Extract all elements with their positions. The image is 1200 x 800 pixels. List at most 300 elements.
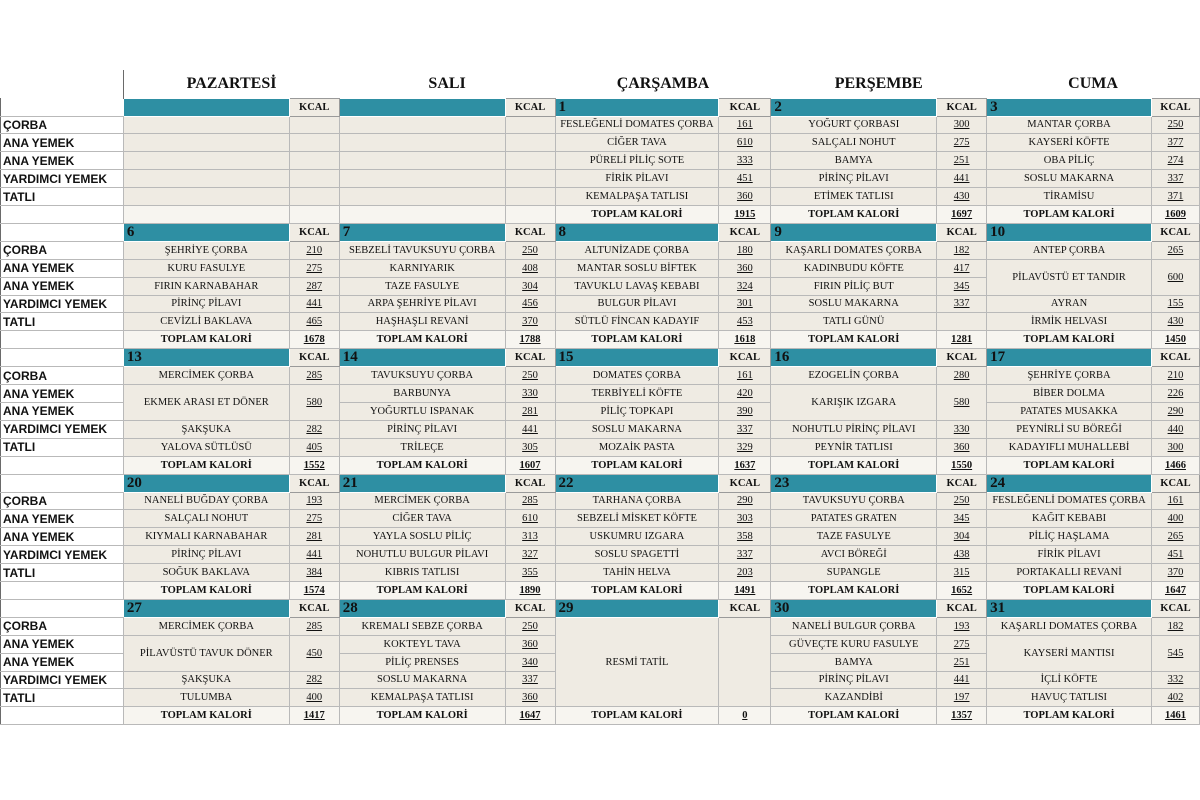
kcal-header: KCAL: [505, 599, 555, 617]
kcal-value: 161: [719, 367, 771, 385]
kcal-value: 390: [719, 402, 771, 420]
dish-name: NOHUTLU PİRİNÇ PİLAVI: [771, 420, 937, 438]
date-number: 9: [771, 223, 937, 241]
corner-cell: [1, 70, 124, 98]
dish-name: YALOVA SÜTLÜSÜ: [123, 438, 289, 456]
dish-name: TAHİN HELVA: [555, 564, 719, 582]
dish-name: MERCİMEK ÇORBA: [339, 492, 505, 510]
kcal-value: 275: [289, 259, 339, 277]
kcal-value: 370: [1151, 564, 1199, 582]
date-number: 15: [555, 349, 719, 367]
kcal-value: 440: [1151, 420, 1199, 438]
total-value: 1466: [1151, 456, 1199, 474]
dish-name: BAMYA: [771, 653, 937, 671]
dish-name: İRMİK HELVASI: [987, 313, 1152, 331]
kcal-header: KCAL: [1151, 349, 1199, 367]
dish-name: TAVUKLU LAVAŞ KEBABI: [555, 277, 719, 295]
dish-name: KAYSERİ KÖFTE: [987, 134, 1152, 152]
dish-name: NANELİ BUĞDAY ÇORBA: [123, 492, 289, 510]
dish-name: PATATES MUSAKKA: [987, 402, 1152, 420]
total-label: TOPLAM KALORİ: [339, 456, 505, 474]
dish-name: EKMEK ARASI ET DÖNER: [123, 385, 289, 421]
dish-name: SOSLU MAKARNA: [987, 170, 1152, 188]
dish-name: EZOGELİN ÇORBA: [771, 367, 937, 385]
kcal-value: 456: [505, 295, 555, 313]
kcal-header: KCAL: [289, 223, 339, 241]
row-label: TATLI: [1, 438, 124, 456]
kcal-value: 193: [289, 492, 339, 510]
kcal-value: 580: [289, 385, 339, 421]
date-number: 29: [555, 599, 719, 617]
dish-name: BİBER DOLMA: [987, 385, 1152, 403]
menu-row: [1, 116, 1200, 134]
kcal-value: 337: [505, 671, 555, 689]
kcal-value: 290: [719, 492, 771, 510]
kcal-value: [505, 116, 555, 134]
total-label: TOPLAM KALORİ: [987, 331, 1152, 349]
kcal-value: 210: [289, 241, 339, 259]
total-label: TOPLAM KALORİ: [771, 581, 937, 599]
week-header-row: [1, 349, 1200, 367]
dish-name: ALTUNİZADE ÇORBA: [555, 241, 719, 259]
kcal-value: 251: [937, 152, 987, 170]
dish-name: KAŞARLI DOMATES ÇORBA: [771, 241, 937, 259]
kcal-header: KCAL: [937, 599, 987, 617]
menu-row: [1, 385, 1200, 403]
total-label: TOPLAM KALORİ: [123, 456, 289, 474]
kcal-value: 324: [719, 277, 771, 295]
date-number: 8: [555, 223, 719, 241]
row-label: ANA YEMEK: [1, 402, 124, 420]
kcal-header: KCAL: [719, 474, 771, 492]
row-label: ÇORBA: [1, 367, 124, 385]
kcal-header: KCAL: [505, 474, 555, 492]
row-label: YARDIMCI YEMEK: [1, 295, 124, 313]
weekly-menu-table: [0, 70, 1200, 725]
total-row: [1, 331, 1200, 349]
kcal-value: 438: [937, 546, 987, 564]
dish-name: KEMALPAŞA TATLISI: [339, 689, 505, 707]
kcal-value: 329: [719, 438, 771, 456]
dish-name: [123, 188, 289, 206]
kcal-value: 251: [937, 653, 987, 671]
kcal-value: 333: [719, 152, 771, 170]
dish-name: TAZE FASULYE: [771, 528, 937, 546]
kcal-value: 182: [937, 241, 987, 259]
dish-name: SOSLU MAKARNA: [339, 671, 505, 689]
date-number: 3: [987, 98, 1152, 116]
kcal-value: 337: [1151, 170, 1199, 188]
kcal-header: KCAL: [719, 349, 771, 367]
row-label: YARDIMCI YEMEK: [1, 420, 124, 438]
kcal-value: 360: [505, 689, 555, 707]
total-value: 1647: [1151, 581, 1199, 599]
total-value: 1281: [937, 331, 987, 349]
date-number: [339, 98, 505, 116]
kcal-value: 441: [289, 295, 339, 313]
dish-name: PÜRELİ PİLİÇ SOTE: [555, 152, 719, 170]
total-value: 1697: [937, 205, 987, 223]
kcal-value: [505, 170, 555, 188]
dish-name: NANELİ BULGUR ÇORBA: [771, 617, 937, 635]
total-label: TOPLAM KALORİ: [771, 456, 937, 474]
kcal-value: 304: [937, 528, 987, 546]
week-header-row: [1, 474, 1200, 492]
kcal-value: [289, 170, 339, 188]
total-label: [339, 205, 505, 223]
dish-name: SUPANGLE: [771, 564, 937, 582]
kcal-value: [719, 617, 771, 706]
kcal-value: 275: [937, 635, 987, 653]
kcal-value: 290: [1151, 402, 1199, 420]
dish-name: SALÇALI NOHUT: [123, 510, 289, 528]
row-label-blank: [1, 349, 124, 367]
row-label: ANA YEMEK: [1, 510, 124, 528]
dish-name: İÇLİ KÖFTE: [987, 671, 1152, 689]
dish-name: TARHANA ÇORBA: [555, 492, 719, 510]
row-label: YARDIMCI YEMEK: [1, 671, 124, 689]
dish-name: ŞEHRİYE ÇORBA: [987, 367, 1152, 385]
menu-row: [1, 170, 1200, 188]
total-label: TOPLAM KALORİ: [555, 331, 719, 349]
kcal-header: KCAL: [937, 223, 987, 241]
kcal-value: 193: [937, 617, 987, 635]
date-number: 23: [771, 474, 937, 492]
kcal-value: 300: [937, 116, 987, 134]
day-name: PAZARTESİ: [123, 70, 339, 98]
dish-name: [339, 188, 505, 206]
week-header-row: [1, 599, 1200, 617]
dish-name: AYRAN: [987, 295, 1152, 313]
kcal-value: 451: [1151, 546, 1199, 564]
dish-name: PİRİNÇ PİLAVI: [123, 295, 289, 313]
kcal-value: 330: [937, 420, 987, 438]
dish-name: TERBİYELİ KÖFTE: [555, 385, 719, 403]
kcal-value: [505, 134, 555, 152]
dish-name: TRİLEÇE: [339, 438, 505, 456]
row-label-blank: [1, 98, 124, 116]
kcal-header: KCAL: [289, 474, 339, 492]
kcal-value: 315: [937, 564, 987, 582]
menu-row: [1, 367, 1200, 385]
kcal-value: 441: [937, 671, 987, 689]
week-header-row: [1, 223, 1200, 241]
kcal-value: 430: [937, 188, 987, 206]
row-label: TATLI: [1, 689, 124, 707]
dish-name: [123, 170, 289, 188]
dish-name: KAŞARLI DOMATES ÇORBA: [987, 617, 1152, 635]
total-label: TOPLAM KALORİ: [771, 331, 937, 349]
menu-row: [1, 241, 1200, 259]
dish-name: PİLİÇ PRENSES: [339, 653, 505, 671]
date-number: 22: [555, 474, 719, 492]
menu-row: [1, 564, 1200, 582]
dish-name: KIBRIS TATLISI: [339, 564, 505, 582]
dish-name: SOĞUK BAKLAVA: [123, 564, 289, 582]
row-label-blank: [1, 456, 124, 474]
kcal-value: 282: [289, 671, 339, 689]
row-label: TATLI: [1, 188, 124, 206]
total-row: [1, 205, 1200, 223]
kcal-value: [289, 188, 339, 206]
date-number: 24: [987, 474, 1152, 492]
dish-name: PİLİÇ HAŞLAMA: [987, 528, 1152, 546]
total-value: 1417: [289, 707, 339, 725]
menu-row: [1, 438, 1200, 456]
kcal-value: 417: [937, 259, 987, 277]
menu-row: [1, 134, 1200, 152]
kcal-header: KCAL: [1151, 98, 1199, 116]
dish-name: MOZAİK PASTA: [555, 438, 719, 456]
kcal-value: 155: [1151, 295, 1199, 313]
row-label-blank: [1, 707, 124, 725]
total-label: TOPLAM KALORİ: [339, 581, 505, 599]
kcal-value: 345: [937, 277, 987, 295]
kcal-value: 182: [1151, 617, 1199, 635]
dish-name: TAVUKSUYU ÇORBA: [771, 492, 937, 510]
row-label: ANA YEMEK: [1, 653, 124, 671]
dish-name: KARNIYARIK: [339, 259, 505, 277]
dish-name: SALÇALI NOHUT: [771, 134, 937, 152]
dish-name: MERCİMEK ÇORBA: [123, 367, 289, 385]
menu-row: [1, 546, 1200, 564]
total-label: TOPLAM KALORİ: [987, 707, 1152, 725]
date-number: 16: [771, 349, 937, 367]
day-name: CUMA: [987, 70, 1200, 98]
total-value: [505, 205, 555, 223]
dish-name: BULGUR PİLAVI: [555, 295, 719, 313]
dish-name: [123, 116, 289, 134]
dish-name: KIYMALI KARNABAHAR: [123, 528, 289, 546]
dish-name: CEVİZLİ BAKLAVA: [123, 313, 289, 331]
kcal-value: 340: [505, 653, 555, 671]
dish-name: BAMYA: [771, 152, 937, 170]
total-value: 1552: [289, 456, 339, 474]
kcal-value: 337: [719, 546, 771, 564]
kcal-value: 610: [505, 510, 555, 528]
kcal-header: KCAL: [937, 349, 987, 367]
dish-name: PİRİNÇ PİLAVI: [771, 671, 937, 689]
kcal-value: 405: [289, 438, 339, 456]
row-label: TATLI: [1, 564, 124, 582]
dish-name: FESLEĞENLİ DOMATES ÇORBA: [987, 492, 1152, 510]
kcal-header: KCAL: [1151, 599, 1199, 617]
dish-name: FIRIN PİLİÇ BUT: [771, 277, 937, 295]
kcal-value: 305: [505, 438, 555, 456]
total-value: 1678: [289, 331, 339, 349]
kcal-value: 226: [1151, 385, 1199, 403]
dish-name: ŞEHRİYE ÇORBA: [123, 241, 289, 259]
total-value: 1652: [937, 581, 987, 599]
kcal-value: 304: [505, 277, 555, 295]
total-value: 1637: [719, 456, 771, 474]
total-label: TOPLAM KALORİ: [987, 456, 1152, 474]
kcal-value: 250: [505, 241, 555, 259]
dish-name: PİLİÇ TOPKAPI: [555, 402, 719, 420]
kcal-value: 441: [289, 546, 339, 564]
dish-name: YOĞURTLU ISPANAK: [339, 402, 505, 420]
dish-name: KOKTEYL TAVA: [339, 635, 505, 653]
total-label: TOPLAM KALORİ: [987, 581, 1152, 599]
row-label: ANA YEMEK: [1, 259, 124, 277]
kcal-value: 400: [289, 689, 339, 707]
kcal-value: 250: [505, 617, 555, 635]
dish-name: ETİMEK TATLISI: [771, 188, 937, 206]
row-label-blank: [1, 331, 124, 349]
total-value: 1609: [1151, 205, 1199, 223]
dish-name: KADAYIFLI MUHALLEBİ: [987, 438, 1152, 456]
kcal-value: 161: [719, 116, 771, 134]
total-label: TOPLAM KALORİ: [339, 331, 505, 349]
row-label-blank: [1, 474, 124, 492]
dish-name: PİRİNÇ PİLAVI: [771, 170, 937, 188]
dish-name: SÜTLÜ FİNCAN KADAYIF: [555, 313, 719, 331]
kcal-value: 384: [289, 564, 339, 582]
kcal-value: 377: [1151, 134, 1199, 152]
row-label: ÇORBA: [1, 116, 124, 134]
row-label: ÇORBA: [1, 241, 124, 259]
dish-name: BARBUNYA: [339, 385, 505, 403]
dish-name: PEYNİR TATLISI: [771, 438, 937, 456]
dish-name: SEBZELİ MİSKET KÖFTE: [555, 510, 719, 528]
total-value: 1574: [289, 581, 339, 599]
day-header-row: [1, 70, 1200, 98]
dish-name: PATATES GRATEN: [771, 510, 937, 528]
kcal-value: 360: [719, 188, 771, 206]
total-value: 1607: [505, 456, 555, 474]
dish-name: MANTAR ÇORBA: [987, 116, 1152, 134]
kcal-value: [505, 152, 555, 170]
kcal-value: 610: [719, 134, 771, 152]
dish-name: YOĞURT ÇORBASI: [771, 116, 937, 134]
date-number: 31: [987, 599, 1152, 617]
kcal-value: 180: [719, 241, 771, 259]
total-label: TOPLAM KALORİ: [555, 456, 719, 474]
kcal-value: 303: [719, 510, 771, 528]
kcal-value: 337: [937, 295, 987, 313]
dish-name: PİRİNÇ PİLAVI: [123, 546, 289, 564]
total-label: TOPLAM KALORİ: [123, 581, 289, 599]
total-label: TOPLAM KALORİ: [555, 205, 719, 223]
menu-row: [1, 492, 1200, 510]
dish-name: SOSLU MAKARNA: [555, 420, 719, 438]
total-label: TOPLAM KALORİ: [123, 331, 289, 349]
kcal-value: 600: [1151, 259, 1199, 295]
kcal-value: [505, 188, 555, 206]
dish-name: FIRIN KARNABAHAR: [123, 277, 289, 295]
menu-row: [1, 259, 1200, 277]
dish-name: CİĞER TAVA: [555, 134, 719, 152]
kcal-value: 430: [1151, 313, 1199, 331]
date-number: 2: [771, 98, 937, 116]
total-value: 1915: [719, 205, 771, 223]
kcal-value: [937, 313, 987, 331]
kcal-value: 301: [719, 295, 771, 313]
kcal-value: 250: [505, 367, 555, 385]
kcal-value: 281: [289, 528, 339, 546]
dish-name: MERCİMEK ÇORBA: [123, 617, 289, 635]
dish-name: KURU FASULYE: [123, 259, 289, 277]
dish-name: FESLEĞENLİ DOMATES ÇORBA: [555, 116, 719, 134]
day-name: PERŞEMBE: [771, 70, 987, 98]
total-label: TOPLAM KALORİ: [123, 707, 289, 725]
kcal-value: 441: [505, 420, 555, 438]
kcal-value: 300: [1151, 438, 1199, 456]
row-label: ANA YEMEK: [1, 528, 124, 546]
row-label: YARDIMCI YEMEK: [1, 546, 124, 564]
date-number: 20: [123, 474, 289, 492]
kcal-value: 250: [937, 492, 987, 510]
kcal-header: KCAL: [719, 599, 771, 617]
row-label-blank: [1, 223, 124, 241]
dish-name: DOMATES ÇORBA: [555, 367, 719, 385]
total-value: 1450: [1151, 331, 1199, 349]
total-label: TOPLAM KALORİ: [555, 581, 719, 599]
row-label: ANA YEMEK: [1, 635, 124, 653]
dish-name: AVCI BÖREĞİ: [771, 546, 937, 564]
total-value: 1890: [505, 581, 555, 599]
dish-name: ŞAKŞUKA: [123, 671, 289, 689]
kcal-header: KCAL: [505, 223, 555, 241]
kcal-value: 332: [1151, 671, 1199, 689]
total-value: 0: [719, 707, 771, 725]
kcal-value: 355: [505, 564, 555, 582]
kcal-value: 451: [719, 170, 771, 188]
dish-name: [339, 134, 505, 152]
row-label: YARDIMCI YEMEK: [1, 170, 124, 188]
day-name: SALI: [339, 70, 555, 98]
total-value: 1461: [1151, 707, 1199, 725]
total-label: TOPLAM KALORİ: [987, 205, 1152, 223]
dish-name: OBA PİLİÇ: [987, 152, 1152, 170]
dish-name: PİRİNÇ PİLAVI: [339, 420, 505, 438]
kcal-value: 371: [1151, 188, 1199, 206]
kcal-header: KCAL: [719, 98, 771, 116]
kcal-value: 400: [1151, 510, 1199, 528]
kcal-value: 210: [1151, 367, 1199, 385]
kcal-value: 545: [1151, 635, 1199, 671]
kcal-value: 285: [505, 492, 555, 510]
kcal-value: 203: [719, 564, 771, 582]
kcal-value: 360: [719, 259, 771, 277]
total-label: TOPLAM KALORİ: [555, 707, 719, 725]
total-value: 1618: [719, 331, 771, 349]
date-number: 21: [339, 474, 505, 492]
total-label: TOPLAM KALORİ: [771, 205, 937, 223]
kcal-value: 282: [289, 420, 339, 438]
date-number: 6: [123, 223, 289, 241]
dish-name: TAZE FASULYE: [339, 277, 505, 295]
date-number: 17: [987, 349, 1152, 367]
row-label-blank: [1, 581, 124, 599]
menu-row: [1, 295, 1200, 313]
menu-row: [1, 617, 1200, 635]
kcal-value: 330: [505, 385, 555, 403]
row-label: ÇORBA: [1, 492, 124, 510]
dish-name: KARIŞIK IZGARA: [771, 385, 937, 421]
total-row: [1, 707, 1200, 725]
total-label: [123, 205, 289, 223]
dish-name: GÜVEÇTE KURU FASULYE: [771, 635, 937, 653]
dish-name: FİRİK PİLAVI: [555, 170, 719, 188]
row-label: ANA YEMEK: [1, 385, 124, 403]
dish-name: [339, 170, 505, 188]
date-number: 13: [123, 349, 289, 367]
kcal-value: 360: [505, 635, 555, 653]
kcal-value: 441: [937, 170, 987, 188]
kcal-value: 327: [505, 546, 555, 564]
kcal-header: KCAL: [719, 223, 771, 241]
